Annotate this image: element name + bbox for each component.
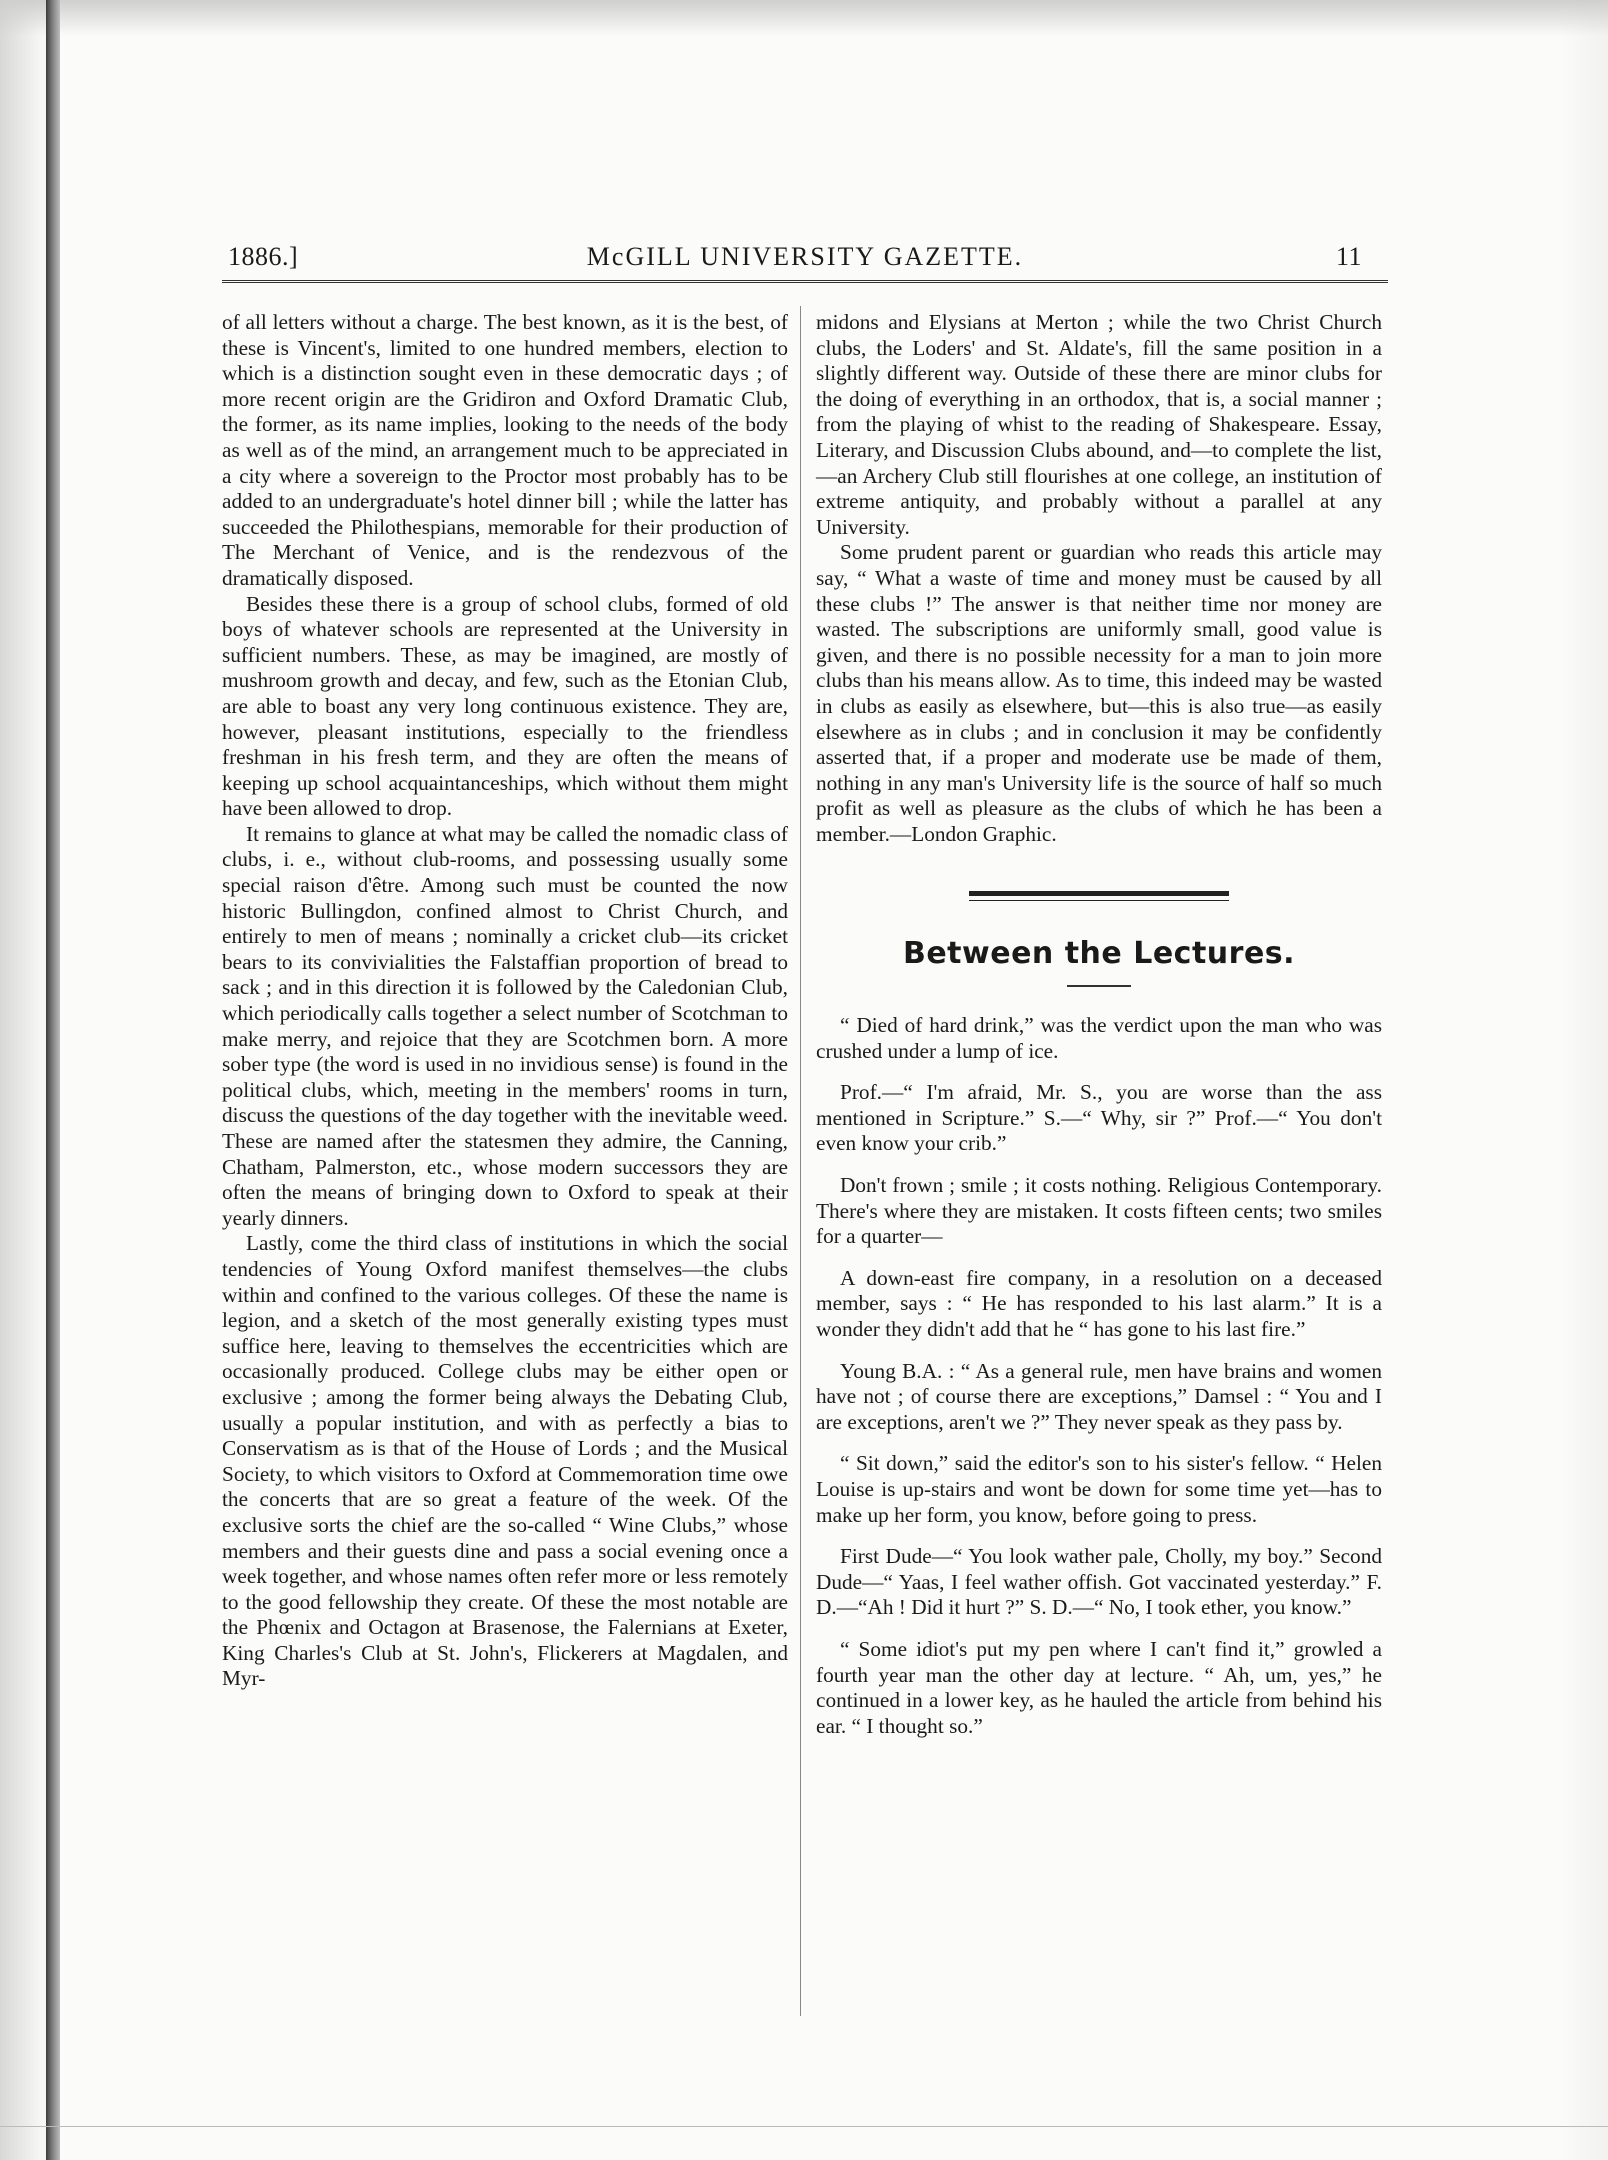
- article-paragraph-1: of all letters without a charge. The best known, as it is the best, of these is Vincent's, limited to one hundred members, election to which is a distinction sought even in these democratic days ; of more recent origin are the Gridiron and Oxford Dramatic Club, the former, as its name implies, looking to the needs of the body as well as of the mind, an arrangement much to be appreciated in a city where a sovereign to the Proctor most probably has to be added to an undergraduate's hotel dinner bill ; while the latter has succeeded the Philothespians, memorable for their production of The Merchant of Venice, and is the rendezvous of the dramatically disposed.: [222, 310, 788, 590]
- joke-item: “ Sit down,” said the editor's son to his sister's fellow. “ Helen Louise is up-stairs and wont be down for some time yet—has to make up her form, you know, before going to press.: [816, 1451, 1382, 1527]
- article-paragraph-3: It remains to glance at what may be called the nomadic class of clubs, i. e., without club-rooms, and possessing usually some special raison d'être. Among such must be counted the now historic Bullingdon, confined almost to Christ Church, and entirely to men of means ; nominally a cricket club—its cricket bears to its convivialities the Falstaffian proportion of bread to sack ; and in this direction it is followed by the Caledonian Club, which periodically calls together a select number of Scotchman to make merry, and rejoice that they are Scotchmen born. A more sober type (the word is used in no invidious sense) is found in the political clubs, which, meeting in the members' rooms in turn, discuss the questions of the day together with the inevitable weed. These are named after the statesmen they admire, the Canning, Chatham, Palmerston, etc., whose modern successors they are often the means of bringing down to Oxford to speak at their yearly dinners.: [222, 821, 788, 1230]
- article-paragraph-6: Some prudent parent or guardian who reads this article may say, “ What a waste of time and money must be caused by all these clubs !” The answer is that neither time nor money are wasted. The subscriptions are uniformly small, good value is given, and there is no possible necessity for a man to join more clubs than his means allow. As to time, this indeed may be wasted in clubs as easily as elsewhere, but—this is also true—as easily elsewhere as in clubs ; and in conclusion it may be confidently asserted that, if a proper and moderate use be made of them, nothing in any man's University life is the source of half so much profit as well as pleasure as the clubs of which he has been a member.—London Graphic.: [816, 540, 1382, 846]
- section-title: Between the Lectures.: [902, 936, 1296, 972]
- section-short-rule: [1067, 985, 1131, 987]
- joke-item: Prof.—“ I'm afraid, Mr. S., you are worse than the ass mentioned in Scripture.” S.—“ Why, sir ?” Prof.—“ You don't even know your crib.”: [816, 1080, 1382, 1156]
- binding-edge: [46, 0, 60, 2160]
- scan-top-shadow: [0, 0, 1608, 36]
- joke-item: “ Some idiot's put my pen where I can't find it,” growled a fourth year man the other day at lecture. “ Ah, um, yes,” he continued in a lower key, as he hauled the article from behind his ear. “ I thought so.”: [816, 1636, 1382, 1738]
- joke-item: Don't frown ; smile ; it costs nothing. Religious Contemporary. There's where they are mistaken. It costs fifteen cents; two smiles for a quarter—: [816, 1173, 1382, 1249]
- left-column: [222, 310, 788, 1692]
- page-header: [222, 236, 1388, 280]
- header-rule: [222, 280, 1388, 283]
- column-divider: [800, 306, 801, 2016]
- article-paragraph-2: Besides these there is a group of school clubs, formed of old boys of whatever schools are represented at the University in sufficient numbers. These, as may be imagined, are mostly of mushroom growth and decay, and few, such as the Etonian Club, are able to boast any very long continuous existence. They are, however, pleasant institutions, especially to the friendless freshman in his fresh term, and they are often the means of keeping up school acquaintanceships, which without them might have been allowed to drop.: [222, 591, 788, 821]
- article-paragraph-4: Lastly, come the third class of institutions in which the social tendencies of Young Oxford manifest themselves—the clubs within and confined to the various colleges. Of these the name is legion, and a sketch of the most generally existing types must suffice here, leaving to themselves the eccentricities which are occasionally produced. College clubs may be either open or exclusive ; among the former being always the Debating Club, usually a popular institution, and with as perfectly a bias to Conservatism as is that of the House of Lords ; and the Musical Society, to which visitors to Oxford at Commemoration time owe the concerts that are so great a feature of the week. Of the exclusive sorts the chief are the so-called “ Wine Clubs,” whose members and their guests dine and pass a social evening once a week together, and whose names often refer more or less remotely to the good fellowship they create. Of these the most notable are the Phœnix and Octagon at Brasenose, the Falernians at Exeter, King Charles's Club at St. John's, Flickerers at Magdalen, and Myr-: [222, 1231, 788, 1691]
- joke-item: Young B.A. : “ As a general rule, men have brains and women have not ; of course there are exceptions,” Damsel : “ You and I are exceptions, aren't we ?” They never speak as they pass by.: [816, 1358, 1382, 1434]
- page-number: 11: [1335, 242, 1362, 271]
- running-head: [222, 236, 1388, 280]
- right-column: [816, 310, 1382, 1739]
- header-year: 1886.]: [228, 242, 299, 271]
- article-paragraph-5: midons and Elysians at Merton ; while the two Christ Church clubs, the Loders' and St. Aldate's, fill the same position in a slightly different way. Outside of these there are minor clubs for the doing of everything in an orthodox, that is, a social manner ; from the playing of whist to the reading of Shakespeare. Essay, Literary, and Discussion Clubs abound, and—to complete the list,—an Archery Club still flourishes at one college, an institution of extreme antiquity, and probably without a parallel at any University.: [816, 310, 1382, 539]
- joke-item: First Dude—“ You look wather pale, Cholly, my boy.” Second Dude—“ Yaas, I feel wather offish. Got vaccinated yesterday.” F. D.—“Ah ! Did it hurt ?” S. D.—“ No, I took ether, you know.”: [816, 1544, 1382, 1620]
- scan-bottom-edge: [0, 2126, 1608, 2127]
- joke-item: A down-east fire company, in a resolution on a deceased member, says : “ He has responded to his last alarm.” It is a wonder they didn't add that he “ has gone to his last fire.”: [816, 1265, 1382, 1341]
- section-ornament-rule: [969, 891, 1229, 901]
- joke-item: “ Died of hard drink,” was the verdict upon the man who was crushed under a lump of ice.: [816, 1013, 1382, 1063]
- publication-title: McGILL UNIVERSITY GAZETTE.: [586, 242, 1024, 271]
